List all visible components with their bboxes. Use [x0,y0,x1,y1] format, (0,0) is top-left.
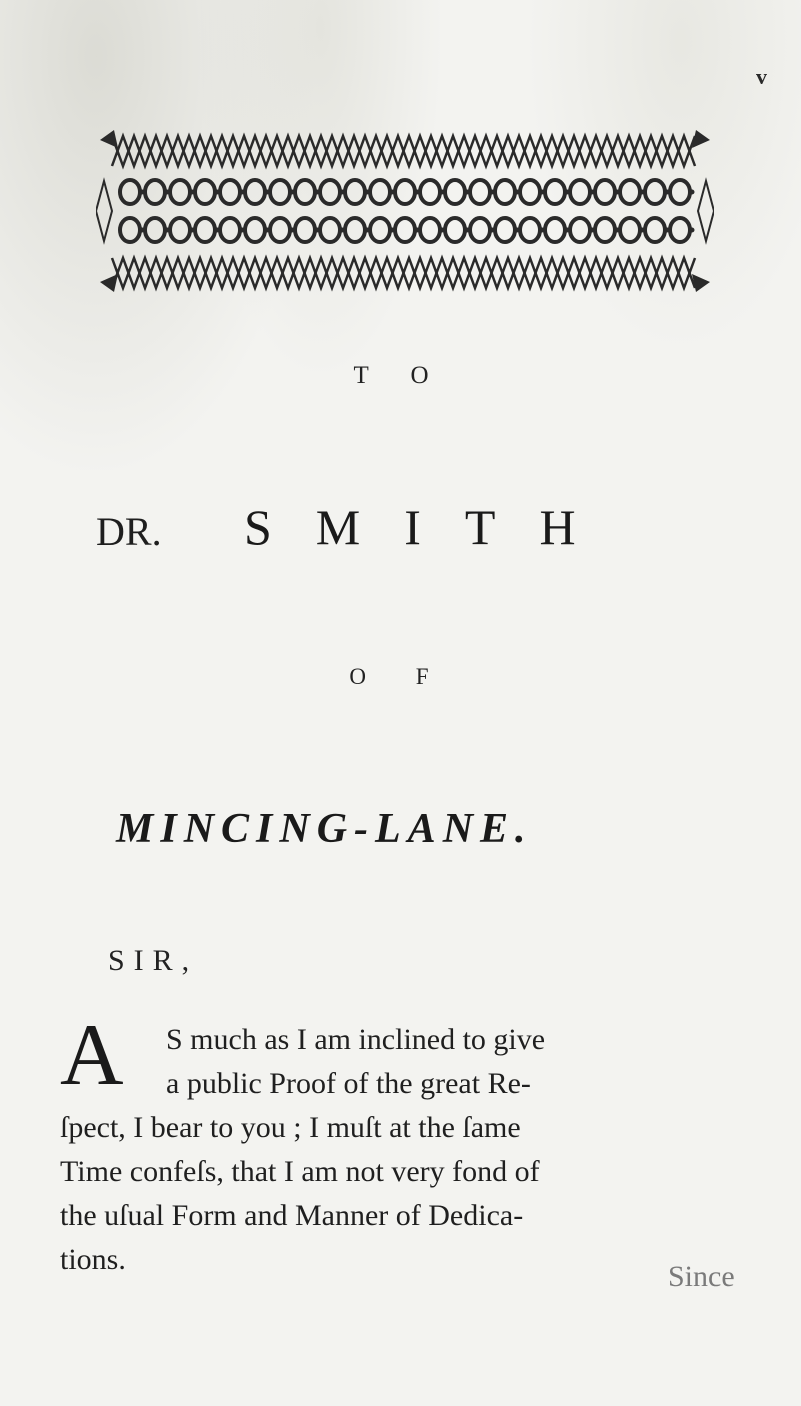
dedication-to: T O [353,362,447,389]
catchword: Since [668,1260,735,1293]
body-line: Time confeſs, that I am not very fond of [60,1155,540,1188]
body-line: ſpect, I bear to you ; I muſt at the ſame [60,1111,521,1144]
salutation: SIR, [108,944,199,977]
dedication-of: O F [349,664,451,689]
page-number: v [756,64,767,89]
recipient-name: SMITH [244,499,620,555]
body-line: S much as I am inclined to give [166,1023,546,1056]
decorative-ornament-band [96,126,714,294]
recipient [96,498,696,558]
body-paragraph [60,1018,794,1282]
recipient-location: MINCING-LANE. [116,806,533,852]
drop-cap: A [60,1007,124,1104]
body-line: a public Proof of the great Re- [166,1067,531,1100]
body-line: tions. [60,1243,126,1276]
body-line: the uſual Form and Manner of Dedica- [60,1199,524,1232]
recipient-title: DR. [96,509,162,554]
